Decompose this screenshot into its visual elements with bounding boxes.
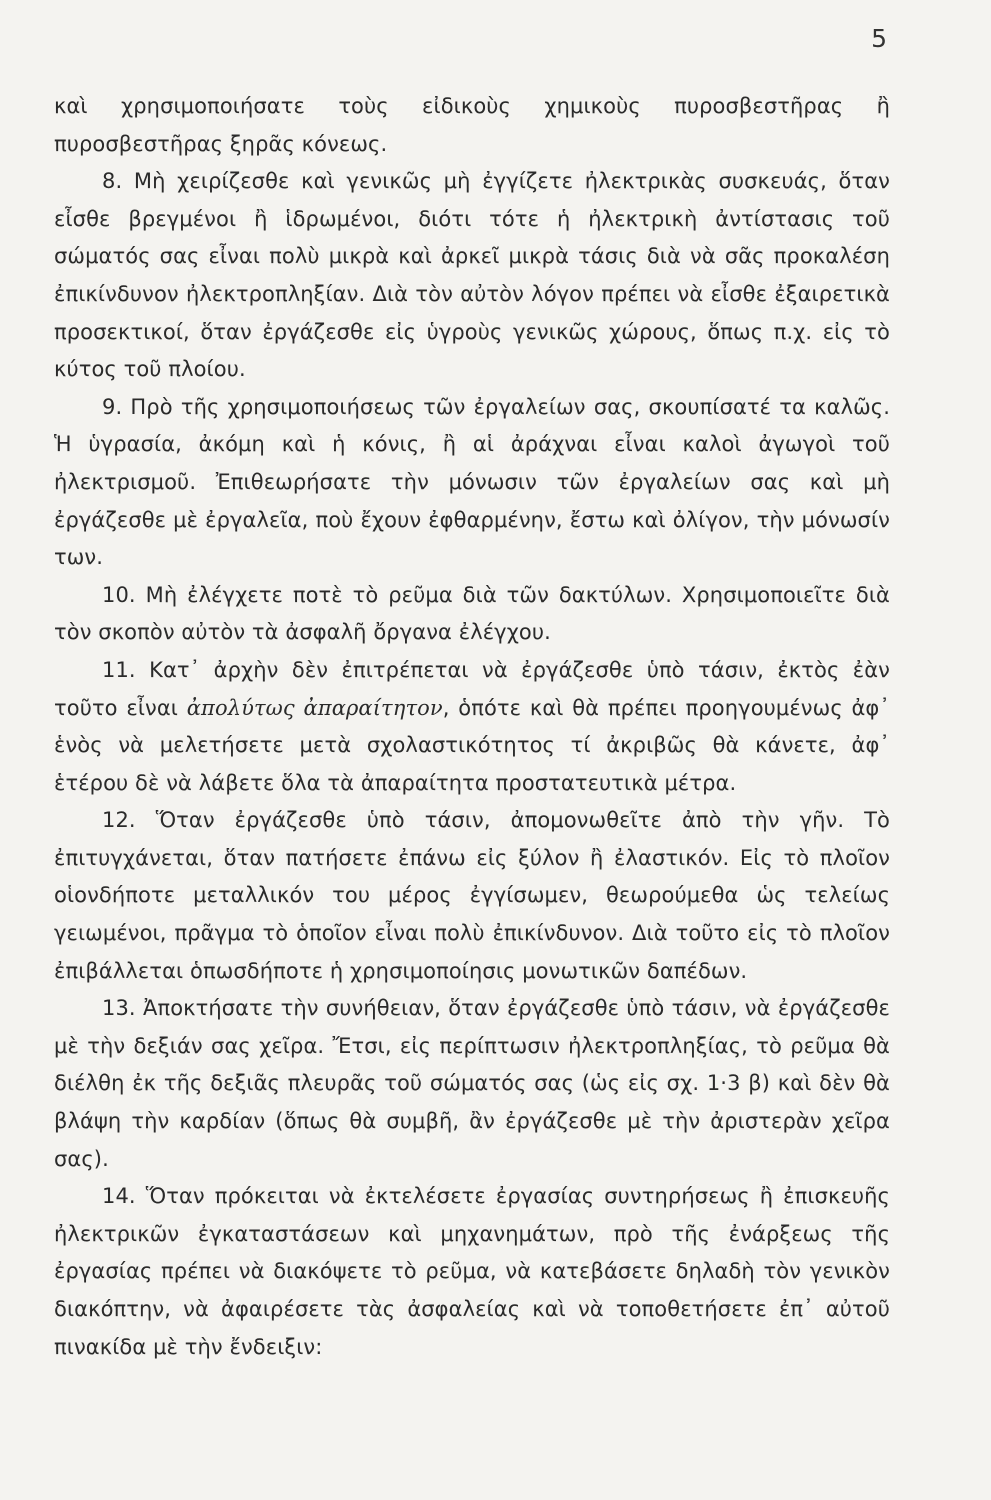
paragraph-item-10: 10. Μὴ ἐλέγχετε ποτὲ τὸ ρεῦμα διὰ τῶν δακτύλων. Χρησιμοποιεῖτε διὰ τὸν σκοπὸν αὐτὸν τὰ ἀσφαλῆ ὄργανα ἐλέγχου. [54,582,890,645]
paragraph-item-8: 8. Μὴ χειρίζεσθε καὶ γενικῶς μὴ ἐγγίζετε ἠλεκτρικὰς συσκευάς, ὅταν εἶσθε βρεγμένοι ἢ ἱδρωμένοι, διότι τότε ἡ ἠλεκτρικὴ ἀντίστασις τοῦ σώματός σας εἶναι πολὺ μικρὰ καὶ ἀρκεῖ μικρὰ τάσις διὰ νὰ σᾶς προκαλέση ἐπικίνδυνον ἠλεκτροπληξίαν. Διὰ τὸν αὐτὸν λόγον πρέπει νὰ εἶσθε ἐξαιρετικὰ προσεκτικοί, ὅταν ἐργάζεσθε εἰς ὑγροὺς γενικῶς χώρους, ὅπως π.χ. εἰς τὸ κύτος τοῦ πλοίου. [54,169,890,382]
paragraph-item-13: 13. Ἀποκτήσατε τὴν συνήθειαν, ὅταν ἐργάζεσθε ὑπὸ τάσιν, νὰ ἐργάζεσθε μὲ τὴν δεξιάν σας χεῖρα. Ἔτσι, εἰς περίπτωσιν ἠλεκτροπληξίας, τὸ ρεῦμα θὰ διέλθη ἐκ τῆς δεξιᾶς πλευρᾶς τοῦ σώματός σας (ὡς εἰς σχ. 1·3 β) καὶ δὲν θὰ βλάψη τὴν καρδίαν (ὅπως θὰ συμβῆ, ἂν ἐργάζεσθε μὲ τὴν ἀριστερὰν χεῖρα σας). [54,996,890,1171]
item-11-text-end: , ὁπότε καὶ θὰ πρέπει προηγουμένως ἀφ᾽ ἑνὸς νὰ μελετήσετε μετὰ σχολαστικότητος τί ἀκριβῶς θὰ κάνετε, ἀφ᾽ ἑτέρου δὲ νὰ λάβετε ὅλα τὰ ἀπαραίτητα προστατευτικὰ μέτρα. [54,695,890,795]
item-11-text-start: 11. Κατ᾽ ἀρχὴν δὲν ἐπιτρέπεται νὰ ἐργάζεσθε ὑπὸ τάσιν, ἐκτὸς ἐὰν τοῦτο εἶναι [54,657,890,720]
paragraph-item-9: 9. Πρὸ τῆς χρησιμοποιήσεως τῶν ἐργαλείων σας, σκουπίσατέ τα καλῶς. Ἡ ὑγρασία, ἀκόμη καὶ ἡ κόνις, ἢ αἱ ἀράχναι εἶναι καλοὶ ἀγωγοὶ τοῦ ἠλεκτρισμοῦ. Ἐπιθεωρήσατε τὴν μόνωσιν τῶν ἐργαλείων σας καὶ μὴ ἐργάζεσθε μὲ ἐργαλεῖα, ποὺ ἔχουν ἐφθαρμένην, ἔστω καὶ ὀλίγον, τὴν μόνωσίν των. [54,394,890,570]
paragraph-item-12: 12. Ὅταν ἐργάζεσθε ὑπὸ τάσιν, ἀπομονωθεῖτε ἀπὸ τὴν γῆν. Τὸ ἐπιτυγχάνεται, ὅταν πατήσετε ἐπάνω εἰς ξύλον ἢ ἐλαστικόν. Εἰς τὸ πλοῖον οἱονδήποτε μεταλλικόν του μέρος ἐγγίσωμεν, θεωρούμεθα ὡς τελείως γειωμένοι, πρᾶγμα τὸ ὁποῖον εἶναι πολὺ ἐπικίνδυνον. Διὰ τοῦτο εἰς τὸ πλοῖον ἐπιβάλλεται ὁπωσδήποτε ἡ χρησιμοποίησις μονωτικῶν δαπέδων. [54,808,890,983]
paragraph-item-14: 14. Ὅταν πρόκειται νὰ ἐκτελέσετε ἐργασίας συντηρήσεως ἢ ἐπισκευῆς ἠλεκτρικῶν ἐγκαταστάσεων καὶ μηχανημάτων, πρὸ τῆς ἐνάρξεως τῆς ἐργασίας πρέπει νὰ διακόψετε τὸ ρεῦμα, νὰ κατεβάσετε δηλαδὴ τὸν γενικὸν διακόπτην, νὰ ἀφαιρέσετε τὰς ἀσφαλείας καὶ νὰ τοποθετήσετε ἐπ᾽ αὐτοῦ πινακίδα μὲ τὴν ἔνδειξιν: [54,1184,890,1359]
page-number: 5 [871,24,887,53]
paragraph-item-11 [54,652,890,802]
item-11-emphasis: ἀπολύτως ἀπαραίτητον [186,695,443,720]
paragraph-continuation: καὶ χρησιμοποιήσατε τοὺς εἰδικοὺς χημικοὺς πυροσβεστῆρας ἢ πυροσβεστῆρας ξηρᾶς κόνεως. [54,94,890,156]
body-text [54,88,890,1366]
